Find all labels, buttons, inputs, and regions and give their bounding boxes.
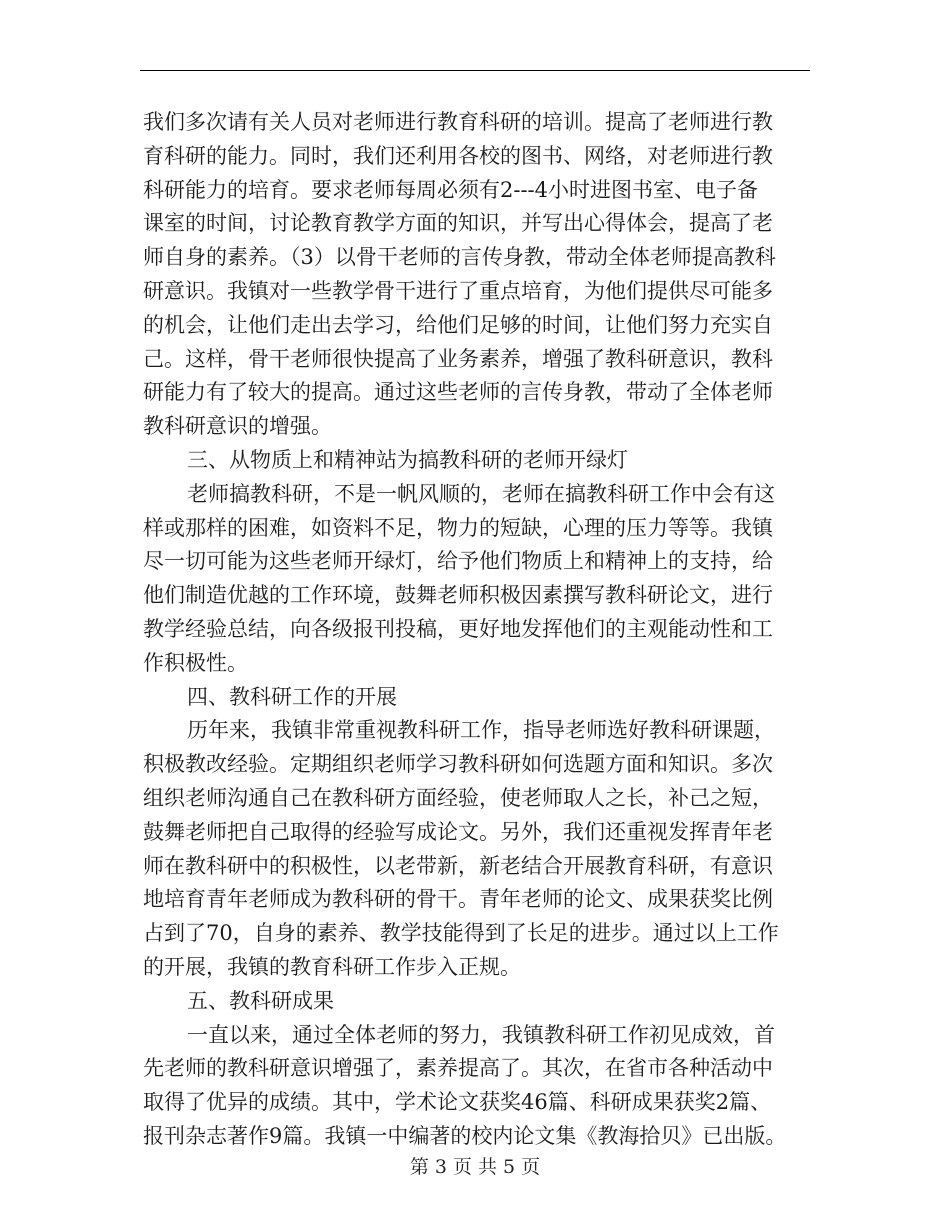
- header-rule: [140, 70, 810, 71]
- text-line: 师在教科研中的积极性，以老带新，新老结合开展教育科研，有意识: [143, 853, 773, 878]
- document-body: [143, 106, 808, 1154]
- text-line: 样或那样的困难，如资料不足，物力的短缺，心理的压力等等。我镇: [143, 515, 773, 540]
- text-line: 教科研意识的增强。: [143, 414, 332, 439]
- text-line: 一直以来，通过全体老师的努力，我镇教科研工作初见成效，首: [187, 1022, 775, 1047]
- text-line: 报刊杂志著作9篇。我镇一中编著的校内论文集《教海拾贝》已出版。: [143, 1123, 787, 1148]
- text-line: 占到了70，自身的素养、教学技能得到了长足的进步。通过以上工作: [143, 921, 779, 946]
- text-line: 地培育青年老师成为教科研的骨干。青年老师的论文、成果获奖比例: [143, 887, 773, 912]
- text-line: 尽一切可能为这些老师开绿灯，给予他们物质上和精神上的支持，给: [143, 549, 773, 574]
- text-line: 三、从物质上和精神站为搞教科研的老师开绿灯: [187, 447, 628, 472]
- text-line: 的开展，我镇的教育科研工作步入正规。: [143, 954, 521, 979]
- text-line: 教学经验总结，向各级报刊投稿，更好地发挥他们的主观能动性和工: [143, 616, 773, 641]
- text-line: 老师搞教科研，不是一帆风顺的，老师在搞教科研工作中会有这: [187, 481, 775, 506]
- text-line: 积极教改经验。定期组织老师学习教科研如何选题方面和知识。多次: [143, 752, 773, 777]
- text-line: 组织老师沟通自己在教科研方面经验，使老师取人之长，补己之短，: [143, 785, 773, 810]
- text-line: 取得了优异的成绩。其中，学术论文获奖46篇、科研成果获奖2篇、: [143, 1090, 772, 1115]
- text-line: 四、教科研工作的开展: [187, 684, 397, 709]
- text-line: 育科研的能力。同时，我们还利用各校的图书、网络，对老师进行教: [143, 143, 773, 168]
- text-line: 鼓舞老师把自己取得的经验写成论文。另外，我们还重视发挥青年老: [143, 819, 773, 844]
- text-line: 五、教科研成果: [187, 988, 334, 1013]
- text-line: 作积极性。: [143, 650, 248, 675]
- text-line: 他们制造优越的工作环境，鼓舞老师积极因素撰写教科研论文，进行: [143, 583, 773, 608]
- text-line: 己。这样，骨干老师很快提高了业务素养，增强了教科研意识，教科: [143, 346, 773, 371]
- text-line: 先老师的教科研意识增强了，素养提高了。其次，在省市各种活动中: [143, 1056, 773, 1081]
- text-line: 科研能力的培育。要求老师每周必须有2---4小时进图书室、电子备: [143, 177, 759, 202]
- text-line: 的机会，让他们走出去学习，给他们足够的时间，让他们努力充实自: [143, 312, 773, 337]
- page-number-footer: 第 3 页 共 5 页: [409, 1156, 541, 1178]
- text-line: 研能力有了较大的提高。通过这些老师的言传身教，带动了全体老师: [143, 380, 773, 405]
- text-line: 研意识。我镇对一些教学骨干进行了重点培育，为他们提供尽可能多: [143, 278, 773, 303]
- text-line: 历年来，我镇非常重视教科研工作，指导老师选好教科研课题，: [187, 718, 775, 743]
- text-line: 课室的时间，讨论教育教学方面的知识，并写出心得体会，提高了老: [143, 211, 773, 236]
- text-line: 师自身的素养。（3）以骨干老师的言传身教，带动全体老师提高教科: [143, 245, 776, 270]
- text-line: 我们多次请有关人员对老师进行教育科研的培训。提高了老师进行教: [143, 110, 773, 134]
